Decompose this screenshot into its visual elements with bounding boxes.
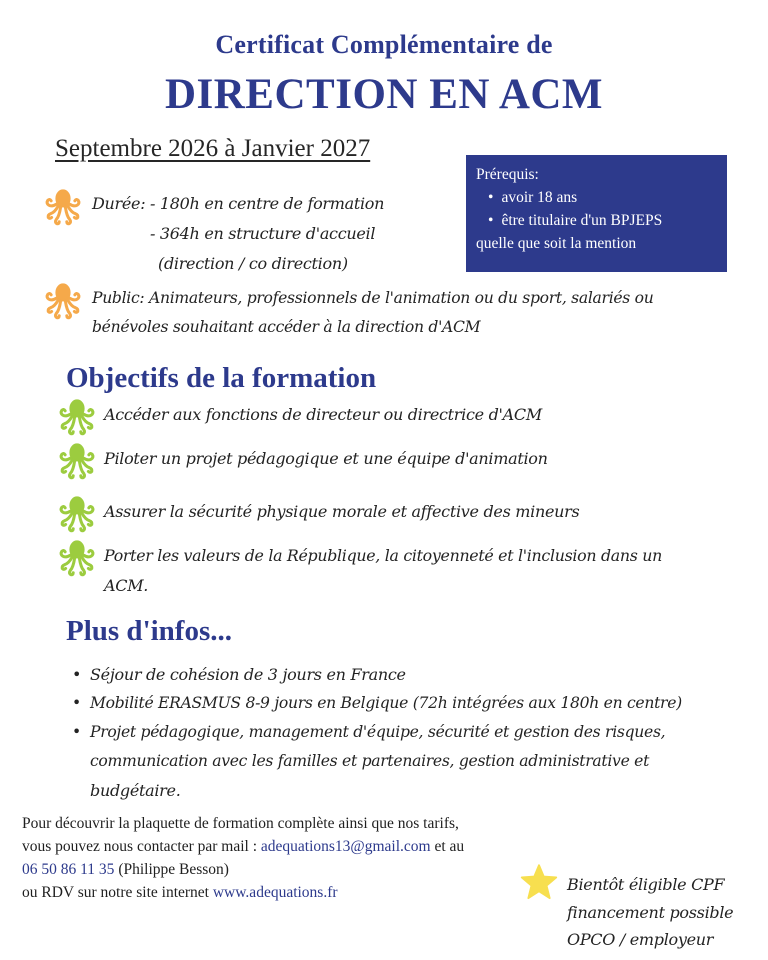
prerequisite-item: • avoir 18 ans: [476, 186, 717, 209]
duration-line: (direction / co direction): [158, 254, 348, 273]
octopus-icon: [58, 442, 96, 480]
octopus-icon: [58, 495, 96, 533]
octopus-icon: [58, 539, 96, 577]
more-info-list: [72, 660, 752, 805]
contact-text: et au: [430, 838, 465, 855]
funding-block: [567, 871, 733, 954]
funding-line: Bientôt éligible CPF: [567, 875, 725, 894]
contact-line: [22, 858, 582, 881]
contact-text: (Philippe Besson): [114, 861, 229, 878]
prerequisites-box: [466, 155, 727, 272]
duration-line: - 180h en centre de formation: [150, 194, 385, 213]
contact-line: Pour découvrir la plaquette de formation complète ainsi que nos tarifs,: [22, 815, 459, 832]
star-icon: [520, 864, 558, 900]
more-info-item-continued: budgétaire.: [90, 781, 181, 800]
more-info-item: • Séjour de cohésion de 3 jours en France: [72, 660, 752, 689]
public-line: bénévoles souhaitant accéder à la direction d'ACM: [92, 318, 481, 336]
phone-link[interactable]: 06 50 86 11 35: [22, 861, 115, 878]
objectives-heading: Objectifs de la formation: [66, 362, 377, 394]
duration-label: Durée:: [92, 194, 146, 213]
objective-item: Accéder aux fonctions de directeur ou directrice d'ACM: [104, 405, 542, 424]
more-info-item-continued: communication avec les familles et partenaires, gestion administrative et: [90, 752, 650, 770]
contact-line: [22, 835, 582, 858]
public-line: Public: Animateurs, professionnels de l'animation ou du sport, salariés ou: [92, 289, 654, 307]
prerequisites-footer: quelle que soit la mention: [476, 235, 637, 252]
contact-line: [22, 881, 582, 904]
octopus-icon: [58, 398, 96, 436]
title-line-1: Certificat Complémentaire de: [215, 30, 553, 59]
duration-line: - 364h en structure d'accueil: [150, 224, 376, 243]
octopus-icon: [44, 188, 82, 226]
contact-text: ou RDV sur notre site internet: [22, 884, 213, 901]
website-link[interactable]: www.adequations.fr: [212, 884, 338, 901]
funding-line: financement possible: [567, 902, 734, 922]
title-line-2: DIRECTION EN ACM: [164, 71, 604, 118]
session-dates: Septembre 2026 à Janvier 2027: [55, 135, 371, 162]
prerequisite-item: • être titulaire d'un BPJEPS: [476, 209, 717, 232]
more-info-item: • Projet pédagogique, management d'équipe, sécurité et gestion des risques,: [72, 718, 752, 747]
objective-item: Porter les valeurs de la République, la citoyenneté et l'inclusion dans un: [104, 546, 663, 565]
more-info-heading: Plus d'infos...: [66, 615, 232, 647]
email-link[interactable]: adequations13@gmail.com: [260, 838, 431, 855]
objective-item-continued: ACM.: [104, 576, 149, 595]
prerequisites-title: Prérequis:: [476, 166, 539, 183]
more-info-item: • Mobilité ERASMUS 8-9 jours en Belgique (72h intégrées aux 180h en centre): [72, 689, 752, 718]
objective-item: Assurer la sécurité physique morale et affective des mineurs: [104, 502, 580, 521]
funding-line: OPCO / employeur: [567, 930, 714, 949]
contact-text: vous pouvez nous contacter par mail :: [22, 838, 261, 855]
octopus-icon: [44, 282, 82, 320]
contact-block: [22, 812, 582, 904]
objective-item: Piloter un projet pédagogique et une équipe d'animation: [104, 449, 548, 468]
